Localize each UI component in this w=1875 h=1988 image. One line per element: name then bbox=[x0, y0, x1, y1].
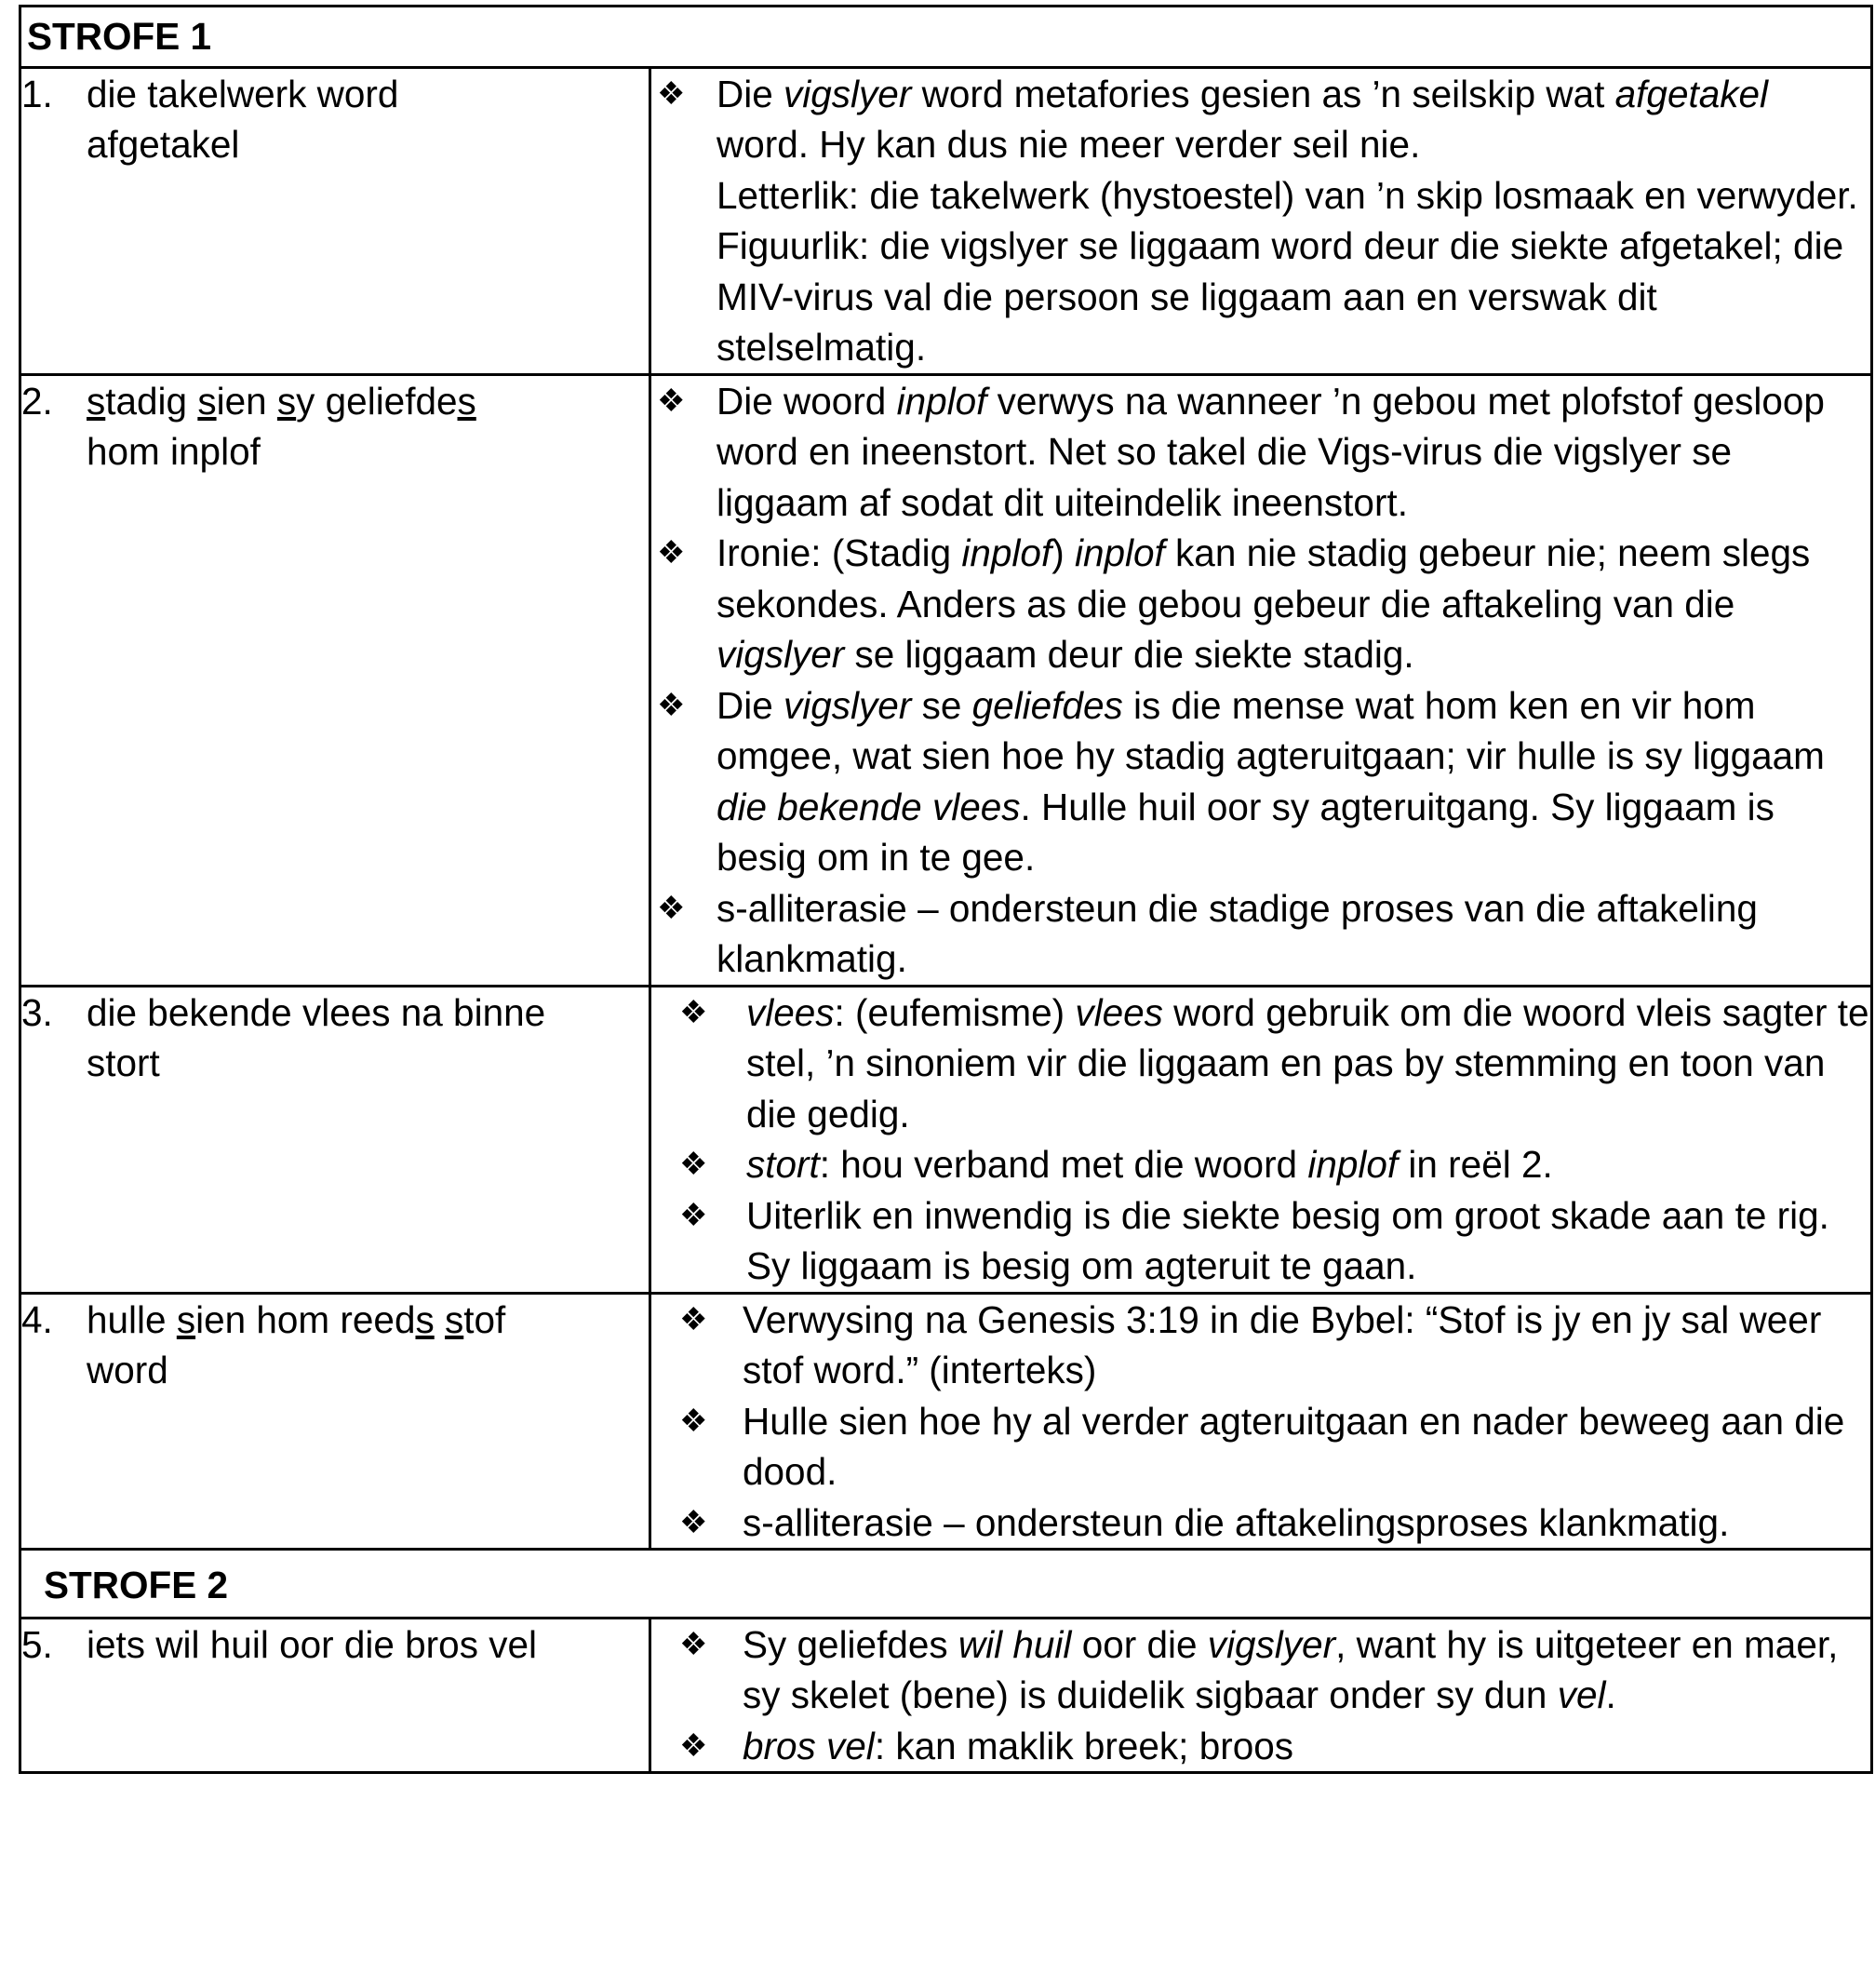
list-item: ❖ Die vigslyer se geliefdes is die mense wat hom ken en vir hom omgee, wat sien hoe hy stadig agteruitgaan; vir hulle is sy liggaam die bekende vlees. Hulle huil oor sy agteruitgang. Sy liggaam is besig om in te gee. bbox=[651, 680, 1870, 883]
diamond-bullet-icon: ❖ bbox=[679, 1197, 708, 1233]
poem-line-text: hom inplof bbox=[87, 430, 261, 473]
table-row bbox=[20, 374, 1872, 986]
poem-line-text: stort bbox=[87, 1041, 160, 1084]
line-cell-1 bbox=[20, 67, 650, 374]
list-item: ❖ vlees: (eufemisme) vlees word gebruik om die woord vleis sagter te stel, ’n sinoniem vir die liggaam en pas by stemming en toon van die gedig. bbox=[674, 987, 1870, 1140]
list-item: ❖ Uiterlik en inwendig is die siekte besig om groot skade aan te rig. Sy liggaam is besig om agteruit te gaan. bbox=[674, 1190, 1870, 1292]
list-item: ❖ Die woord inplof verwys na wanneer ’n gebou met plofstof gesloop word en ineenstort. Net so takel die Vigs-virus die vigslyer se liggaam af sodat dit uiteindelik ineenstort. bbox=[651, 376, 1870, 529]
poem-line-text: word bbox=[87, 1349, 168, 1391]
diamond-bullet-icon: ❖ bbox=[679, 1504, 708, 1540]
analysis-cell-5 bbox=[650, 1618, 1872, 1773]
figurative-meaning: Figuurlik: die vigslyer se liggaam word deur die siekte afgetakel; die MIV-virus val die persoon se liggaam aan en verswak dit stelselmatig. bbox=[717, 224, 1844, 369]
line-cell-2 bbox=[20, 374, 650, 986]
diamond-bullet-icon: ❖ bbox=[679, 1147, 708, 1182]
line-number: 1. bbox=[21, 72, 53, 115]
analysis-cell-2 bbox=[650, 374, 1872, 986]
table-row bbox=[20, 1293, 1872, 1550]
analysis-cell-4 bbox=[650, 1293, 1872, 1550]
list-item: ❖ stort: hou verband met die woord inplof in reël 2. bbox=[674, 1139, 1870, 1190]
diamond-bullet-icon: ❖ bbox=[657, 535, 686, 571]
diamond-bullet-icon: ❖ bbox=[679, 1403, 708, 1439]
line-number: 4. bbox=[21, 1297, 53, 1341]
poem-line-text: iets wil huil oor die bros vel bbox=[87, 1622, 537, 1666]
line-cell-5 bbox=[20, 1618, 650, 1773]
analysis-cell-1 bbox=[650, 67, 1872, 374]
poem-analysis-table bbox=[19, 5, 1873, 1774]
poem-line-text: die bekende vlees na binne bbox=[87, 990, 546, 1034]
diamond-bullet-icon: ❖ bbox=[679, 1301, 708, 1337]
table-row bbox=[20, 67, 1872, 374]
literal-meaning: Letterlik: die takelwerk (hystoestel) van ’n skip losmaak en verwyder. bbox=[717, 173, 1858, 217]
diamond-bullet-icon: ❖ bbox=[679, 1727, 708, 1764]
list-item: ❖ s-alliterasie – ondersteun die stadige proses van die aftakeling klankmatig. bbox=[651, 883, 1870, 985]
strofe-1-header-row bbox=[20, 7, 1872, 68]
diamond-bullet-icon: ❖ bbox=[679, 994, 708, 1030]
table-row bbox=[20, 986, 1872, 1293]
list-item: ❖ Ironie: (Stadig inplof) inplof kan nie stadig gebeur nie; neem slegs sekondes. Anders as die gebou gebeur die aftakeling van die vigslyer se liggaam deur die siekte stadig. bbox=[651, 528, 1870, 680]
diamond-bullet-icon: ❖ bbox=[657, 687, 686, 723]
diamond-bullet-icon: ❖ bbox=[657, 75, 686, 112]
line-number: 2. bbox=[21, 379, 53, 423]
poem-line-text: hulle sien hom reeds stof bbox=[87, 1297, 506, 1341]
line-cell-4 bbox=[20, 1293, 650, 1550]
poem-line-text: stadig sien sy geliefdes bbox=[87, 379, 476, 423]
poem-line-text: die takelwerk word bbox=[87, 72, 399, 115]
line-number: 3. bbox=[21, 990, 53, 1034]
line-cell-3 bbox=[20, 986, 650, 1293]
list-item: ❖ Die vigslyer word metafories gesien as ’n seilskip wat afgetakel word. Hy kan dus nie meer verder seil nie. Letterlik: die takelwerk (hystoestel) van ’n skip losmaak en verwyder. Figuurlik: die vigslyer se liggaam word deur die siekte afgetakel; die MIV-virus val die persoon se liggaam aan en verswak dit stelselmatig. bbox=[651, 69, 1870, 373]
list-item: ❖ Hulle sien hoe hy al verder agteruitgaan en nader beweeg aan die dood. bbox=[674, 1396, 1870, 1498]
strofe-1-heading: STROFE 1 bbox=[20, 7, 1872, 68]
list-item: ❖ Verwysing na Genesis 3:19 in die Bybel: “Stof is jy en jy sal weer stof word.” (interteks) bbox=[674, 1295, 1870, 1396]
diamond-bullet-icon: ❖ bbox=[657, 383, 686, 419]
table-row bbox=[20, 1618, 1872, 1773]
list-item: ❖ Sy geliefdes wil huil oor die vigslyer, want hy is uitgeteer en maer, sy skelet (bene) is duidelik sigbaar onder sy dun vel. bbox=[674, 1619, 1870, 1721]
diamond-bullet-icon: ❖ bbox=[679, 1626, 708, 1662]
list-item: ❖ bros vel: kan maklik breek; broos bbox=[674, 1721, 1870, 1772]
analysis-cell-3 bbox=[650, 986, 1872, 1293]
poem-line-text: afgetakel bbox=[87, 123, 240, 166]
list-item: ❖ s-alliterasie – ondersteun die aftakelingsproses klankmatig. bbox=[674, 1498, 1870, 1549]
strofe-2-header-row bbox=[20, 1550, 1872, 1619]
diamond-bullet-icon: ❖ bbox=[657, 890, 686, 926]
line-number: 5. bbox=[21, 1622, 53, 1666]
strofe-2-heading: STROFE 2 bbox=[20, 1550, 1872, 1619]
